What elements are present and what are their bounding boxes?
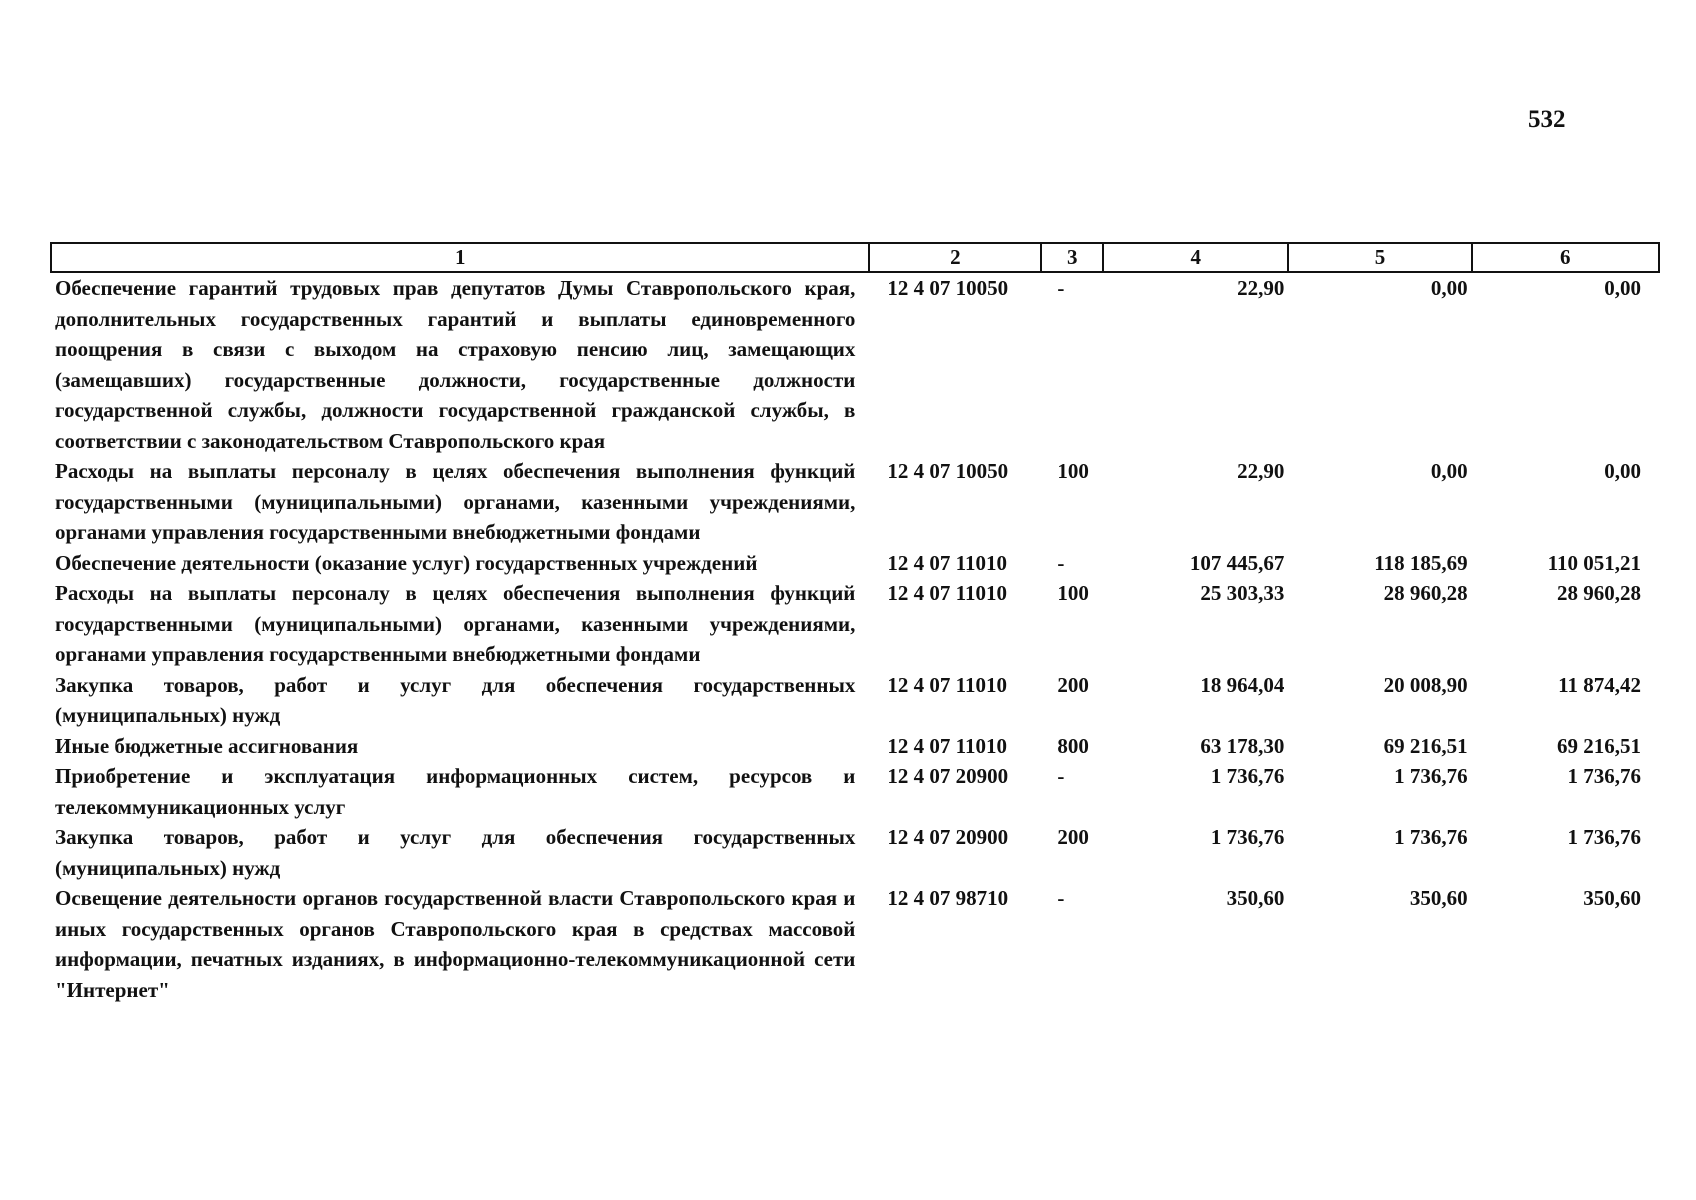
row-name: Приобретение и эксплуатация информационных систем, ресурсов и телекоммуникационных услуг xyxy=(55,764,856,819)
header-col-5: 5 xyxy=(1288,243,1471,272)
table-row xyxy=(51,883,1659,1005)
page-number: 532 xyxy=(1528,106,1566,133)
row-expense-type: - xyxy=(1057,550,1065,575)
row-value-2: 0,00 xyxy=(1430,276,1468,300)
row-name: Расходы на выплаты персоналу в целях обеспечения выполнения функций государственными (муниципальными) органами, казенными учреждениями, органами управления государственными внебюджетными фондами xyxy=(55,459,856,544)
table-header xyxy=(51,243,1659,272)
row-value-1: 1 736,76 xyxy=(1210,825,1285,849)
row-code: 12 4 07 11010 xyxy=(887,672,1007,697)
row-value-3: 350,60 xyxy=(1583,886,1641,910)
row-value-3: 1 736,76 xyxy=(1567,825,1641,849)
header-col-6: 6 xyxy=(1472,243,1659,272)
budget-table xyxy=(50,242,1660,1005)
header-col-2: 2 xyxy=(869,243,1041,272)
row-name: Обеспечение деятельности (оказание услуг) государственных учреждений xyxy=(55,550,758,575)
row-value-3: 28 960,28 xyxy=(1557,581,1641,605)
row-value-3: 0,00 xyxy=(1604,276,1641,300)
row-value-2: 28 960,28 xyxy=(1383,581,1468,605)
row-value-1: 63 178,30 xyxy=(1200,733,1285,758)
row-expense-type: - xyxy=(1057,276,1065,300)
row-expense-type: 200 xyxy=(1057,672,1089,697)
row-expense-type: 100 xyxy=(1057,581,1089,605)
table-row xyxy=(51,272,1659,456)
row-expense-type: - xyxy=(1057,886,1065,910)
row-value-1: 107 445,67 xyxy=(1189,550,1285,575)
table-row xyxy=(51,578,1659,670)
row-value-1: 1 736,76 xyxy=(1210,764,1285,788)
row-value-2: 350,60 xyxy=(1409,886,1468,910)
row-code: 12 4 07 98710 xyxy=(887,886,1009,910)
row-name: Закупка товаров, работ и услуг для обеспечения государственных (муниципальных) нужд xyxy=(55,825,856,880)
row-code: 12 4 07 11010 xyxy=(887,581,1007,605)
row-value-3: 69 216,51 xyxy=(1557,733,1641,758)
row-value-2: 20 008,90 xyxy=(1383,672,1468,697)
row-name: Обеспечение гарантий трудовых прав депутатов Думы Ставропольского края, дополнительных государственных гарантий и выплаты единовременного поощрения в связи с выходом на страховую пенсию лиц, замещающих (замещавших) государственные должности, государственные должности государственной службы, должности государственной гражданской службы, в соответствии с законодательством Ставропольского края xyxy=(55,276,856,453)
row-code: 12 4 07 11010 xyxy=(887,733,1007,758)
row-expense-type: 200 xyxy=(1057,825,1089,849)
row-value-3: 11 874,42 xyxy=(1558,672,1641,697)
row-expense-type: 100 xyxy=(1057,459,1089,483)
header-col-3: 3 xyxy=(1041,243,1103,272)
row-code: 12 4 07 20900 xyxy=(887,825,1009,849)
table-row xyxy=(51,822,1659,883)
row-code: 12 4 07 10050 xyxy=(887,276,1009,300)
row-code: 12 4 07 20900 xyxy=(887,764,1009,788)
header-col-1: 1 xyxy=(51,243,869,272)
row-value-3: 110 051,21 xyxy=(1547,550,1641,575)
row-value-1: 22,90 xyxy=(1237,276,1285,300)
row-value-3: 0,00 xyxy=(1604,459,1641,483)
row-expense-type: - xyxy=(1057,764,1065,788)
row-value-1: 350,60 xyxy=(1226,886,1285,910)
row-value-1: 25 303,33 xyxy=(1200,581,1285,605)
row-code: 12 4 07 10050 xyxy=(887,459,1009,483)
header-col-4: 4 xyxy=(1103,243,1288,272)
row-expense-type: 800 xyxy=(1057,733,1089,758)
row-code: 12 4 07 11010 xyxy=(887,550,1007,575)
table-row xyxy=(51,456,1659,548)
table-body xyxy=(51,272,1659,1005)
row-name: Расходы на выплаты персоналу в целях обеспечения выполнения функций государственными (муниципальными) органами, казенными учреждениями, органами управления государственными внебюджетными фондами xyxy=(55,581,856,666)
row-value-1: 18 964,04 xyxy=(1200,672,1285,697)
row-name: Закупка товаров, работ и услуг для обеспечения государственных (муниципальных) нужд xyxy=(55,672,856,727)
table-row xyxy=(51,548,1659,579)
table-row xyxy=(51,670,1659,731)
row-name: Иные бюджетные ассигнования xyxy=(55,733,359,758)
row-value-1: 22,90 xyxy=(1237,459,1285,483)
row-value-2: 1 736,76 xyxy=(1394,764,1468,788)
table-row xyxy=(51,731,1659,762)
header-row xyxy=(51,243,1659,272)
row-value-2: 69 216,51 xyxy=(1383,733,1468,758)
row-value-2: 0,00 xyxy=(1430,459,1468,483)
row-value-2: 118 185,69 xyxy=(1374,550,1468,575)
row-name: Освещение деятельности органов государственной власти Ставропольского края и иных государственных органов Ставропольского края в средствах массовой информации, печатных изданиях, в информационно-телекоммуникационной сети "Интернет" xyxy=(55,886,856,1002)
table-row xyxy=(51,761,1659,822)
row-value-2: 1 736,76 xyxy=(1394,825,1468,849)
row-value-3: 1 736,76 xyxy=(1567,764,1641,788)
